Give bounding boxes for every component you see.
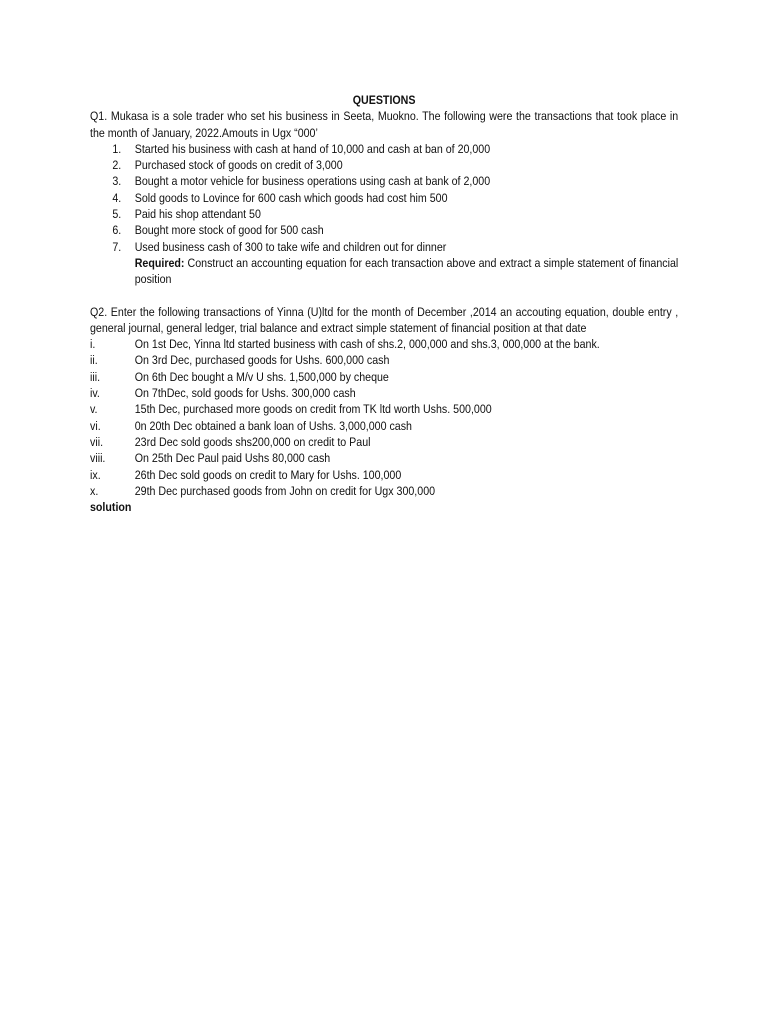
list-item: [90, 239, 678, 255]
q1-required: [90, 255, 678, 288]
list-item: [90, 141, 678, 157]
list-item-text: Purchased stock of goods on credit of 3,000: [134, 158, 343, 173]
list-item-number: 1.: [112, 141, 122, 156]
q2-list: [90, 336, 678, 499]
list-item-text: On 6th Dec bought a M/v U shs. 1,500,000 by cheque: [134, 369, 389, 384]
list-item-number: vi.: [90, 418, 101, 433]
list-item-number: i.: [90, 337, 96, 352]
list-item-text: 0n 20th Dec obtained a bank loan of Ushs. 3,000,000 cash: [134, 418, 412, 433]
list-item-number: iv.: [90, 386, 100, 401]
list-item-text: Used business cash of 300 to take wife and children out for dinner: [134, 239, 447, 254]
list-item-text: 26th Dec sold goods on credit to Mary for Ushs. 100,000: [134, 467, 402, 482]
list-item-number: 5.: [112, 207, 122, 222]
list-item: [90, 206, 678, 222]
list-item-number: 7.: [112, 239, 122, 254]
list-item-text: Bought more stock of good for 500 cash: [134, 223, 324, 238]
list-item: [90, 418, 678, 434]
list-item-number: iii.: [90, 369, 101, 384]
list-item-text: On 25th Dec Paul paid Ushs 80,000 cash: [134, 451, 331, 466]
list-item-number: viii.: [90, 451, 106, 466]
spacer: [90, 288, 678, 304]
list-item-text: 15th Dec, purchased more goods on credit from TK ltd worth Ushs. 500,000: [134, 402, 492, 417]
list-item: [90, 450, 678, 466]
list-item-number: 3.: [112, 174, 122, 189]
required-label: Required:: [134, 255, 185, 270]
list-item-text: On 1st Dec, Yinna ltd started business with cash of shs.2, 000,000 and shs.3, 000,000 at the bank.: [134, 337, 600, 352]
list-item: [90, 157, 678, 173]
list-item-text: 23rd Dec sold goods shs200,000 on credit to Paul: [134, 434, 371, 449]
list-item: [90, 336, 678, 352]
list-item: [90, 190, 678, 206]
list-item-number: 2.: [112, 158, 122, 173]
list-item: [90, 483, 678, 499]
q2-intro: Q2. Enter the following transactions of Yinna (U)ltd for the month of December ,2014 an accouting equation, double entry , general journal, general ledger, trial balance and extract simple statement of financial position at that date: [90, 304, 679, 335]
list-item: [90, 222, 678, 238]
document-body: [90, 92, 678, 515]
list-item-text: On 7thDec, sold goods for Ushs. 300,000 cash: [134, 386, 356, 401]
list-item-text: 29th Dec purchased goods from John on credit for Ugx 300,000: [134, 483, 436, 498]
list-item: [90, 385, 678, 401]
list-item-text: On 3rd Dec, purchased goods for Ushs. 600,000 cash: [134, 353, 390, 368]
solution-heading: solution: [90, 500, 132, 515]
list-item-number: 4.: [112, 190, 122, 205]
list-item-number: x.: [90, 483, 99, 498]
list-item: [90, 401, 678, 417]
q1-list: [90, 141, 678, 255]
q1-intro: Q1. Mukasa is a sole trader who set his business in Seeta, Muokno. The following were the transactions that took place in the month of January, 2022.Amouts in Ugx “000’: [90, 109, 679, 140]
list-item: [90, 467, 678, 483]
list-item-text: Sold goods to Lovince for 600 cash which goods had cost him 500: [134, 190, 448, 205]
list-item: [90, 369, 678, 385]
required-text: Construct an accounting equation for each transaction above and extract a simple statement of financial position: [134, 255, 679, 287]
list-item-text: Paid his shop attendant 50: [134, 207, 261, 222]
list-item-number: ii.: [90, 353, 98, 368]
page-title: QUESTIONS: [352, 93, 416, 107]
list-item-text: Bought a motor vehicle for business operations using cash at bank of 2,000: [134, 174, 491, 189]
list-item: [90, 352, 678, 368]
list-item-number: ix.: [90, 467, 101, 482]
list-item-number: vii.: [90, 434, 104, 449]
title-wrap: [90, 92, 761, 108]
list-item: [90, 173, 678, 189]
list-item: [90, 434, 678, 450]
list-item-number: 6.: [112, 223, 122, 238]
list-item-text: Started his business with cash at hand of 10,000 and cash at ban of 20,000: [134, 141, 491, 156]
list-item-number: v.: [90, 402, 98, 417]
